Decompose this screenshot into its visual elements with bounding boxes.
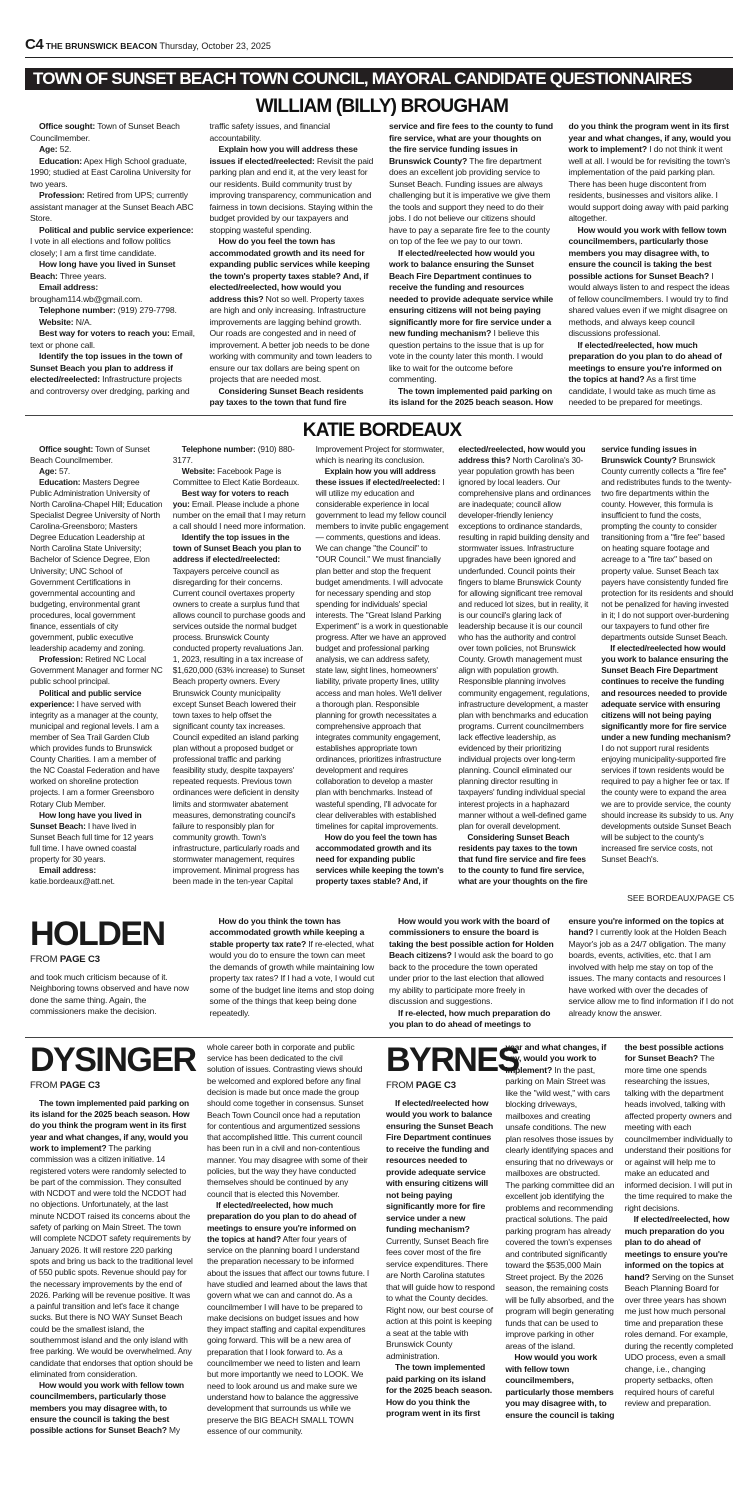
- from-page: PAGE C3: [59, 953, 100, 965]
- paragraph: [30, 972, 196, 1018]
- paragraph: [173, 466, 306, 488]
- paragraph: [30, 466, 163, 477]
- answer: Apex High School graduate, 1990; studied at East Carolina University for two years.: [30, 155, 191, 189]
- paragraph: [30, 865, 163, 887]
- answer: I would ask the board to go back to the procedure the town operated under prior to the last election that allowed my ability to participate more freely in discussion and suggestions.: [389, 950, 554, 1007]
- question: If elected/reelected how would you work to balance ensuring the Sunset Beach Fire Department continues to receive the funding and resources needed to provide adequate service while ensuring citizens will not being paying significantly more for fire service under a new funding mechanism?: [389, 247, 554, 338]
- answer: 52.: [57, 144, 72, 154]
- answer: Masters Degree Public Administration University of North Carolina-Chapel Hill; Education Specialist Degree University of North Carolina-Greensboro; Masters Degree Education Leadership at North Carolina State University; Bachelor of Science Degree, Elon University; UNC School of Government Certifications in governmental accounting and budgeting, environmental grant procedures, local government finance, essentials of city government, public executive leadership academy and zoning.: [30, 476, 163, 654]
- from-page: PAGE C3: [415, 1079, 456, 1091]
- answer: Not so well. Property taxes are high and only increasing. Infrastructure improvements are lagging behind growth. Our roads are congested and in need of improvement. A better job needs to be done working with community and town leaders to ensure our tax dollars are being spent on projects that are needed most.: [209, 293, 372, 384]
- answer: brougham114.wb@gmail.com.: [30, 293, 143, 304]
- answer: Infrastructure projects and controversy over dredging, parking and traffic safety issues, and financial accountability.: [30, 121, 331, 396]
- question: How long have you lived in Sunset Beach:: [30, 259, 176, 281]
- paragraph: [389, 248, 555, 386]
- answer: I do not support rural residents enjoying municipality-supported fire services if town residents would be required to pay a higher fee or tax. If the county were to expand the area we are to provide service, the county should increase its subsidy to us. Any developments outside Sunset Beach will be subject to the county's increased fire service costs, not Sunset Beach's.: [601, 743, 734, 864]
- paragraph: [30, 190, 196, 225]
- answer: I vote in all elections and follow politics closely; I am a first time candidate.: [30, 236, 171, 258]
- paragraph: [30, 144, 196, 156]
- question: Age:: [39, 465, 57, 476]
- paragraph: [389, 916, 555, 1008]
- question: How would you work with fellow town councilmembers, particularly those members you may disagree with, to ensure the council is taking the best possible actions for Sunset Beach?: [30, 1380, 185, 1436]
- question: Age:: [39, 144, 58, 154]
- paragraph: [30, 810, 163, 865]
- question: Profession:: [39, 654, 83, 665]
- answer: Taxpayers perceive council as disregarding for their concerns. Current council overtaxes property owners to create a surplus fund that allows council to purchase goods and services outside the normal budget process. Brunswick County conducted property revaluations Jan. 1, 2023, resulting in a tax increase of $1,620,000 (63% increase) to Sunset Beach property owners. Every Brunswick County municipality except Sunset Beach lowered their town taxes to help offset the significant county tax increases. Council expedited an island parking plan without a proposed budget or professional traffic and parking feasibility study, despite taxpayers' repeated requests. Previous town ordinances were deficient in density limits and stormwater abatement measures, demonstrating council's failure to responsibly plan for community growth. Town's infrastructure, particularly roads and stormwater management, requires improvement. Minimal progress has been made in the ten-year Capital Improvement Project for stormwater, which is nearing its conclusion.: [172, 443, 445, 887]
- answer: As a first time candidate, I would take as much time as needed to be prepared for meetings.: [568, 374, 716, 407]
- answer: In the past, parking on Main Street was like the "wild west," with cars blocking driveways, mailboxes and creating unsafe conditions. The new plan resolves those issues by clearly identifying spaces and ensuring that no driveways or mailboxes are obstructed. The parking committee did an excellent job identifying the problems and recommending practical solutions. The paid parking program has already covered the town's expenses and contributed significantly toward the $535,000 Main Street project. By the 2026 season, the remaining costs will be fully absorbed, and the program will begin generating funds that can be used to improve parking in other areas of the island.: [505, 1064, 615, 1351]
- paragraph: [30, 282, 196, 305]
- from-label: FROM: [30, 953, 58, 965]
- question: How do you feel the town has accommodated growth and its need for expanding public services while keeping the town's property taxes stable? And, if elected/reelected, how would you address this?: [209, 236, 370, 304]
- answer: The more time one spends researching the issues, talking with the department heads involved, talking with affected property owners and meeting with each councilmember individually to understand their positions for or against will help me to make an educated and informed decision. I will put in the time required to make the right decisions.: [624, 1053, 733, 1213]
- answer: Brunswick County currently collects a "fire fee" and redistributes funds to the twenty-two fire departments within the county. However, this formula is insufficient to fund the costs, prompting the county to consider transitioning from a "fire fee" based on heating square footage and acreage to a "fire tax" based on property value. Sunset Beach tax payers have consistently funded fire protection for its residents and should not be penalized for having invested in it; I do not support over-burdening our taxpayers to fund other fire departments outside Sunset Beach.: [601, 454, 734, 643]
- answer: Retired NC Local Government Manager and former NC public school principal.: [30, 654, 163, 687]
- divider: [25, 415, 733, 416]
- answer: Revisit the paid parking plan and end it, at the very least for our residents. Build community trust by improving transparency, communication and fairness in town decisions. Staying within the budget provided by our taxpayers and stopping wasteful spending.: [209, 155, 374, 235]
- article-holden: [30, 916, 734, 1031]
- question: Considering Sunset Beach residents pay taxes to the town that fund fire service and fire fees to the county to fund fire service, what are your thoughts on the fire service funding issues in Brunswick County?: [458, 443, 697, 887]
- answer: Email. Please include a phone number on the email that I may return a call should I need more information.: [172, 498, 306, 532]
- answer: Town of Sunset Beach Councilmember.: [30, 121, 180, 143]
- question: Profession:: [39, 190, 85, 200]
- paragraph: [210, 236, 376, 386]
- answer: The parking commission was a citizen initiative. 14 registered voters were randomly selected to be part of the commission. They consulted with NCDOT and were told the NCDOT had no objections. Unfortunately, at the last minute NCDOT raised its concerns about the safety of parking on Main Street. The town will complete NCDOT safety requirements by January 2026. It will restore 220 parking spots and bring us back to the traditional level of 550 public spots. Revenue should pay for the necessary improvements by the end of 2026. Parking will be revenue positive. It was a painful transition and let's face it change sucks. But there is NO WAY Sunset Beach could be the smallest island, the southernmost island and the only island with free parking. We would be overwhelmed. Any candidate that endorses that option should be eliminated from consideration.: [30, 1142, 193, 1379]
- question: Identify the top issues in the town of Sunset Beach you plan to address if elected/reelected:: [30, 351, 183, 384]
- candidate-name: DYSINGER: [30, 1040, 196, 1079]
- answer: katie.bordeaux@att.net.: [30, 876, 115, 887]
- continued-from-line: [386, 1080, 495, 1092]
- candidate-name: KATIE BORDEAUX: [302, 419, 462, 441]
- answer: N/A.: [73, 316, 92, 327]
- question: Political and public service experience:: [30, 687, 142, 709]
- answer: I would always listen to and respect the ideas of fellow councilmembers. I would try to find shared values even if we might disagree on methods, and always keep council discussions professional.: [568, 270, 730, 338]
- question: Considering Sunset Beach residents pay taxes to the town that fund fire service and fire fees to the county to fund fire service, what are your thoughts on the fire service funding issues in Brunswick County?: [209, 121, 554, 407]
- question: Best way for voters to reach you:: [39, 328, 170, 338]
- continued-from-line: [30, 1080, 193, 1092]
- paragraph: [30, 328, 196, 351]
- paragraph: [30, 225, 196, 260]
- paragraph: [30, 444, 163, 466]
- answer: Serving on the Sunset Beach Planning Board for over three years has shown me just how much personal time and preparation these roles demand. For example, during the recently completed UDO process, even a small change, i.e., changing property setbacks, often required hours of careful review and preparation.: [624, 1271, 734, 1409]
- question: If re-elected, how much preparation do you plan to do ahead of meetings to ensure you're informed on the topics at hand?: [389, 915, 724, 1030]
- article-bordeaux: [30, 420, 734, 905]
- answer: If re-elected, what would you do to ensure the town can meet the demands of growth while maintaining low property tax rates? If I had a vote, I would cut some of the budget line items and stop doing some of the things that keep being done repeatedly.: [209, 938, 375, 1018]
- spacer: [25, 911, 733, 912]
- paragraph: [30, 156, 196, 191]
- answer: Facebook Page is Committee to Elect Katie Bordeaux.: [172, 465, 300, 487]
- question: How do you think the town has accommodated growth while keeping a stable property tax rate?: [209, 915, 365, 949]
- question: Telephone number:: [181, 443, 256, 454]
- answer: North Carolina's 30-year population growth has been ignored by local leaders. Our comprehensive plans and ordinances are inadequate; council allow developer-friendly leniency exceptions to ordinance standards, resulting in rapid building density and stormwater issues. Infrastructure upgrades have been ignored and underfunded. Council points their fingers to blame Brunswick County for allowing significant tree removal and reduced lot sizes, but in reality, it is our council's glaring lack of leadership because it is our council who has the authority and control over town policies, not Brunswick County. Growth management must align with population growth. Responsible planning involves community engagement, regulations, infrastructure development, a master plan with benchmarks and education programs. Current councilmembers lack effective leadership, as evidenced by their prioritizing individual projects over long-term planning. Council eliminated our planning director resulting in taxpayers' funding individual special interest projects in a haphazard manner without a well-defined game plan for overall development.: [458, 454, 591, 831]
- answer: I have lived in Sunset Beach full time for 12 years full time. I have owned coastal property for 30 years.: [30, 820, 154, 864]
- paragraph: [30, 688, 163, 810]
- question: If elected/reelected how would you work to balance ensuring the Sunset Beach Fire Department continues to receive the funding and resources needed to provide adequate service with ensuring citizens will not being paying significantly more for fire service under a new funding mechanism?: [601, 643, 731, 742]
- paragraph: [316, 466, 449, 832]
- answer: (910) 880-3177.: [172, 443, 295, 465]
- answer: After four years of service on the planning board I understand the preparation necessary to be informed about the issues that affect our towns future. I have studied and learned about the laws that govern what we can and cannot do. As a councilmember I will have to be prepared to make decisions on budget issues and how they impact staffing and capital expenditures going forward. This will be a new area of preparation that I look forward to. As a councilmember we need to listen and learn but more importantly we need to LOOK. We need to look around us and make sure we understand how to balance the aggressive development that surrounds us while we preserve the BIG BEACH SMALL TOWN essence of our community.: [207, 1233, 370, 1436]
- answer: I believe this question pertains to the issue that is up for vote in the county later this month. I would like to wait for the outcome before commenting.: [389, 328, 544, 384]
- paragraph: [210, 144, 376, 236]
- paragraph: [30, 1098, 193, 1380]
- paragraph: [30, 477, 163, 655]
- answer: I currently look at the Holden Beach Mayor's job as a 24/7 obligation. The many boards, events, activities, etc. that I am involved with help me stay on top of the issues. The many contacts and resources I have worked with over the decades of service allow me to find information if I do not already know the answer.: [568, 927, 734, 1018]
- candidate-name: WILLIAM (BILLY) BROUGHAM: [255, 96, 509, 117]
- article-body: [386, 1042, 734, 1422]
- paragraph: [30, 305, 196, 317]
- question: Telephone number:: [39, 305, 116, 315]
- paragraph: [30, 259, 196, 282]
- answer: 57.: [56, 465, 71, 476]
- masthead: [25, 36, 733, 58]
- question: How do you feel the town has accommodated growth and its need for expanding public services while keeping the town's property taxes stable? And, if elected/reelected, how would you address this?: [315, 443, 586, 887]
- continued-from-line: [30, 954, 196, 966]
- publication-name: THE BRUNSWICK BEACON: [45, 41, 158, 51]
- paragraph: [601, 643, 734, 865]
- paragraph: [569, 340, 735, 409]
- article-brougham: [30, 96, 734, 409]
- answer: My whole career both in corporate and public service has been dedicated to the civil solution of issues. Contrasting views should be welcomed and explored before any final decision is made but once made the group should come together in consensus. Sunset Beach Town Council once had a reputation for contentious and argumentized sessions that accomplished little. This current council has been run in a civil and non-contentious manner. You may disagree with some of their policies, but the way they have conducted themselves should be continued by any council that is elected this November.: [166, 1041, 368, 1436]
- question: The town implemented paid parking on its island for the 2025 beach season. How do you think the program went in its first year and what changes, if any, would you work to implement?: [389, 121, 731, 407]
- question: Education:: [39, 476, 81, 487]
- article-body: [30, 916, 734, 1031]
- question: If elected/reelected how would you work to balance ensuring the Sunset Beach Fire Department continues to receive the funding and resources needed to provide adequate service with ensuring citizens will not being paying significantly more for fire service under a new funding mechanism?: [386, 1097, 494, 1235]
- answer: and took much criticism because of it. Neighboring towns observed and have now done the same thing. Again, the commissioners make the decision.: [30, 971, 189, 1017]
- paragraph: [625, 1214, 734, 1410]
- answer: Town of Sunset Beach Councilmember.: [30, 443, 150, 465]
- article-byrnes: [386, 1042, 734, 1422]
- page-number: C4: [25, 36, 44, 53]
- question: Explain how you will address these issues if elected/reelected:: [209, 144, 358, 166]
- question: If elected/reelected, how much preparation do you plan to do ahead of meetings to ensure you're informed on the topics at hand?: [624, 1214, 730, 1282]
- article-body: [30, 121, 734, 409]
- answer: Retired from UPS; currently assistant manager at the Sunset Beach ABC Store.: [30, 190, 194, 223]
- jump-line: SEE BORDEAUX/PAGE C5: [627, 893, 734, 904]
- answer: Three years.: [57, 270, 107, 281]
- answer: I have served with integrity as a manager at the county, municipal and regional levels. I am a member of Sea Trail Garden Club which provides funds to Brunswick County Charities. I am a member of the NC Coastal Federation and have worked on shoreline protection projects. I am a former Greensboro Rotary Club Member.: [30, 698, 160, 809]
- question: Website:: [181, 465, 216, 476]
- question: How would you work with the board of commissioners to ensure the board is taking the best possible action for Holden Beach citizens?: [389, 915, 554, 961]
- question: Office sought:: [39, 121, 96, 131]
- article-dysinger: [30, 1042, 370, 1437]
- from-label: FROM: [386, 1079, 414, 1091]
- question: Political and public service experience:: [39, 224, 194, 235]
- issue-date: Thursday, October 23, 2025: [159, 41, 271, 51]
- question: Email address:: [39, 865, 96, 876]
- section-banner: TOWN OF SUNSET BEACH TOWN COUNCIL, MAYORAL CANDIDATE QUESTIONNAIRES: [25, 68, 733, 90]
- paragraph: [386, 1098, 495, 1363]
- bottom-articles: [30, 1042, 734, 1437]
- from-page: PAGE C3: [59, 1079, 100, 1091]
- answer: Email, text or phone call.: [30, 328, 195, 350]
- paragraph: [30, 317, 196, 329]
- question: Website:: [39, 316, 74, 327]
- question: Identify the top issues in the town of Sunset Beach you plan to address if elected/reelected:: [172, 532, 302, 565]
- candidate-name: BYRNES: [386, 1040, 519, 1079]
- answer: Currently, Sunset Beach fire fees cover most of the fire service expenditures. There are North Carolina statutes that will guide how to respond to what the County decides. Right now, our best course of action at this point is keeping a seat at the table with Brunswick County administration.: [386, 1235, 495, 1361]
- paragraph: [30, 654, 163, 687]
- paragraph: [30, 121, 196, 144]
- paragraph: [569, 225, 735, 340]
- question: Education:: [39, 155, 82, 166]
- paragraph: [173, 488, 306, 532]
- answer: (919) 279-7798.: [115, 305, 177, 315]
- paragraph: [173, 444, 306, 466]
- divider: [25, 1037, 733, 1038]
- question: How would you work with fellow town councilmembers, particularly those members you may disagree with, to ensure the council is taking the best possible actions for Sunset Beach?: [568, 224, 727, 281]
- answer: The fire department does an excellent job providing service to Sunset Beach. Funding issues are always challenging but it is imperative we give them the tools and support they need to do their jobs. I do not believe our citizens should have to pay a separate fire fee to the county on top of the fee we pay to our town.: [389, 155, 551, 246]
- article-body: [30, 1042, 370, 1437]
- question: The town implemented paid parking on its island for the 2025 beach season. How do you think the program went in its first year and what changes, if any, would you work to implement?: [30, 1097, 190, 1153]
- answer: I will utilize my education and considerable experience in local government to lead my fellow council members to invite public engagement — comments, questions and ideas. We can change "the Council" to "OUR Council." We must financially plan better and stop the frequent budget amendments. I will advocate for necessary spending and stop spending for individuals' special interests. The "Great Island Parking Experiment" is a work in questionable progress. After we have an approved budget and professional parking analysis, we can address safety, state law, sight lines, homeowners' liability, private property lines, utility access and man holes. We'll deliver a thorough plan. Responsible planning for growth necessitates a comprehensive approach that integrates community engagement, establishes appropriate town ordinances, prioritizes infrastructure development and requires collaboration to develop a master plan with benchmarks. Instead of wasteful spending, I'll advocate for clear deliverables with established timelines for capital improvements.: [315, 476, 449, 831]
- question: If elected/reelected, how much preparation do you plan to do ahead of meetings to ensure you're informed on the topics at hand?: [568, 339, 722, 384]
- question: If elected/reelected, how much preparation do you plan to do ahead of meetings to ensure you're informed on the topics at hand?: [207, 1199, 357, 1244]
- question: Office sought:: [39, 443, 94, 454]
- from-label: FROM: [30, 1079, 58, 1091]
- candidate-name: HOLDEN: [30, 914, 165, 953]
- question: Explain how you will address these issues if elected/reelected:: [315, 465, 441, 487]
- paragraph: [207, 1200, 370, 1437]
- article-body: [30, 444, 734, 888]
- question: Best way for voters to reach you:: [172, 487, 289, 509]
- question: The town implemented paid parking on its island for the 2025 beach season. How do you think the program went in its first year and what changes, if any, would you work to implement?: [386, 1041, 607, 1419]
- question: How long have you lived in Sunset Beach:: [30, 809, 142, 831]
- question: Email address:: [39, 282, 99, 292]
- answer: I do not think it went well at all. I would be for revisiting the town's implementation of the paid parking plan. There has been huge discontent from residents, businesses and visitors alike. I would support doing away with paid parking altogether.: [568, 144, 730, 223]
- question: How would you work with fellow town councilmembers, particularly those members you may disagree with, to ensure the council is taking the best possible actions for Sunset Beach?: [505, 1041, 724, 1420]
- paragraph: [210, 916, 376, 1020]
